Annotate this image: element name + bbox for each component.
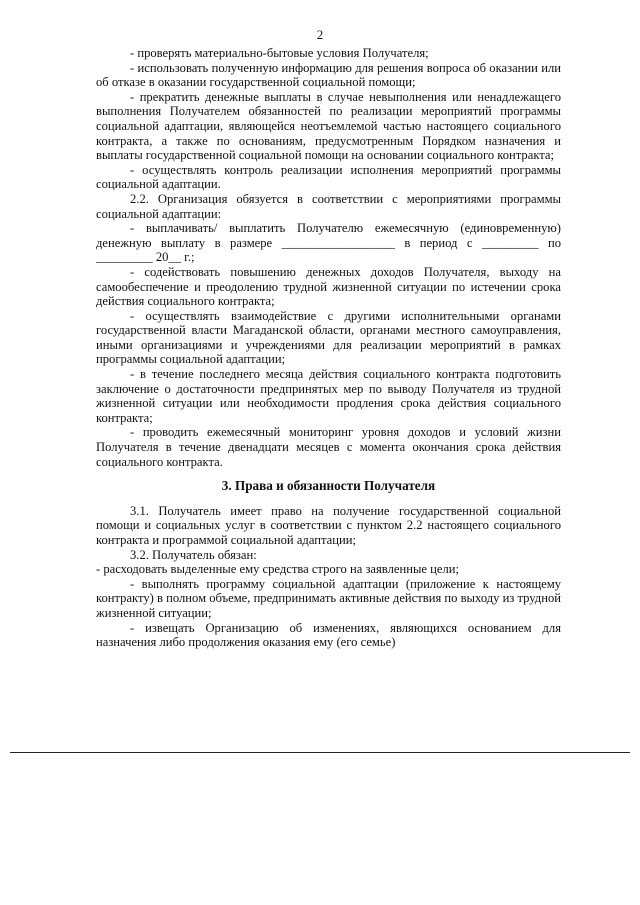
paragraph: - проверять материально-бытовые условия Получателя;	[130, 46, 429, 60]
paragraph: 3.2. Получатель обязан:	[130, 547, 257, 562]
paragraph: - прекратить денежные выплаты в случае невыполнения или ненадлежащего выполнения Получателем обязанностей по реализации мероприятий программы социальной адаптации, являющейся неотъемлемой частью настоящего социального контракта, а также по основаниям, предусмотренным Порядком назначения и выплаты государственной социальной помощи на основании социального контракта;	[96, 89, 561, 163]
paragraph: - использовать полученную информацию для решения вопроса об оказании или об отказе в оказании государственной социальной помощи;	[96, 60, 561, 90]
paragraph: - извещать Организацию об изменениях, являющихся основанием для назначения либо продолжения оказания ему (его семье)	[96, 620, 561, 650]
paragraph: - содействовать повышению денежных доходов Получателя, выходу на самообеспечение и преодолению трудной жизненной ситуации по истечении срока действия социального контракта;	[96, 264, 561, 309]
page-number: 2	[316, 27, 324, 42]
document-body	[96, 46, 561, 650]
paragraph: - в течение последнего месяца действия социального контракта подготовить заключение о достаточности предпринятых мер по выводу Получателя из трудной жизненной ситуации или необходимости продления срока действия социального контракта;	[96, 367, 561, 425]
paragraph: 2.2. Организация обязуется в соответствии с мероприятиями программы социальной адаптации:	[96, 191, 561, 221]
paragraph: - проводить ежемесячный мониторинг уровня доходов и условий жизни Получателя в течение двенадцати месяцев с момента окончания срока действия социального контракта.	[96, 425, 561, 469]
divider-line	[10, 752, 630, 753]
paragraph: 3.1. Получатель имеет право на получение государственной социальной помощи и социальных услуг в соответствии с пунктом 2.2 настоящего социального контракта и программой социальной адаптации;	[96, 503, 561, 547]
paragraph: - осуществлять контроль реализации исполнения мероприятий программы социальной адаптации.	[96, 162, 561, 192]
section-heading: 3. Права и обязанности Получателя	[221, 478, 436, 494]
paragraph: - выплачивать/ выплатить Получателю ежемесячную (единовременную) денежную выплату в размере __________________ в период с _________ по _________ 20__ г.;	[96, 221, 561, 265]
paragraph: - осуществлять взаимодействие с другими исполнительными органами государственной власти Магаданской области, органами местного самоуправления, иными организациями и учреждениями для реализации мероприятий в рамках программы социальной адаптации;	[96, 308, 561, 367]
paragraph: - расходовать выделенные ему средства строго на заявленные цели;	[96, 562, 459, 577]
paragraph: - выполнять программу социальной адаптации (приложение к настоящему контракту) в полном объеме, предпринимать активные действия по выходу из трудной жизненной ситуации;	[96, 576, 561, 620]
